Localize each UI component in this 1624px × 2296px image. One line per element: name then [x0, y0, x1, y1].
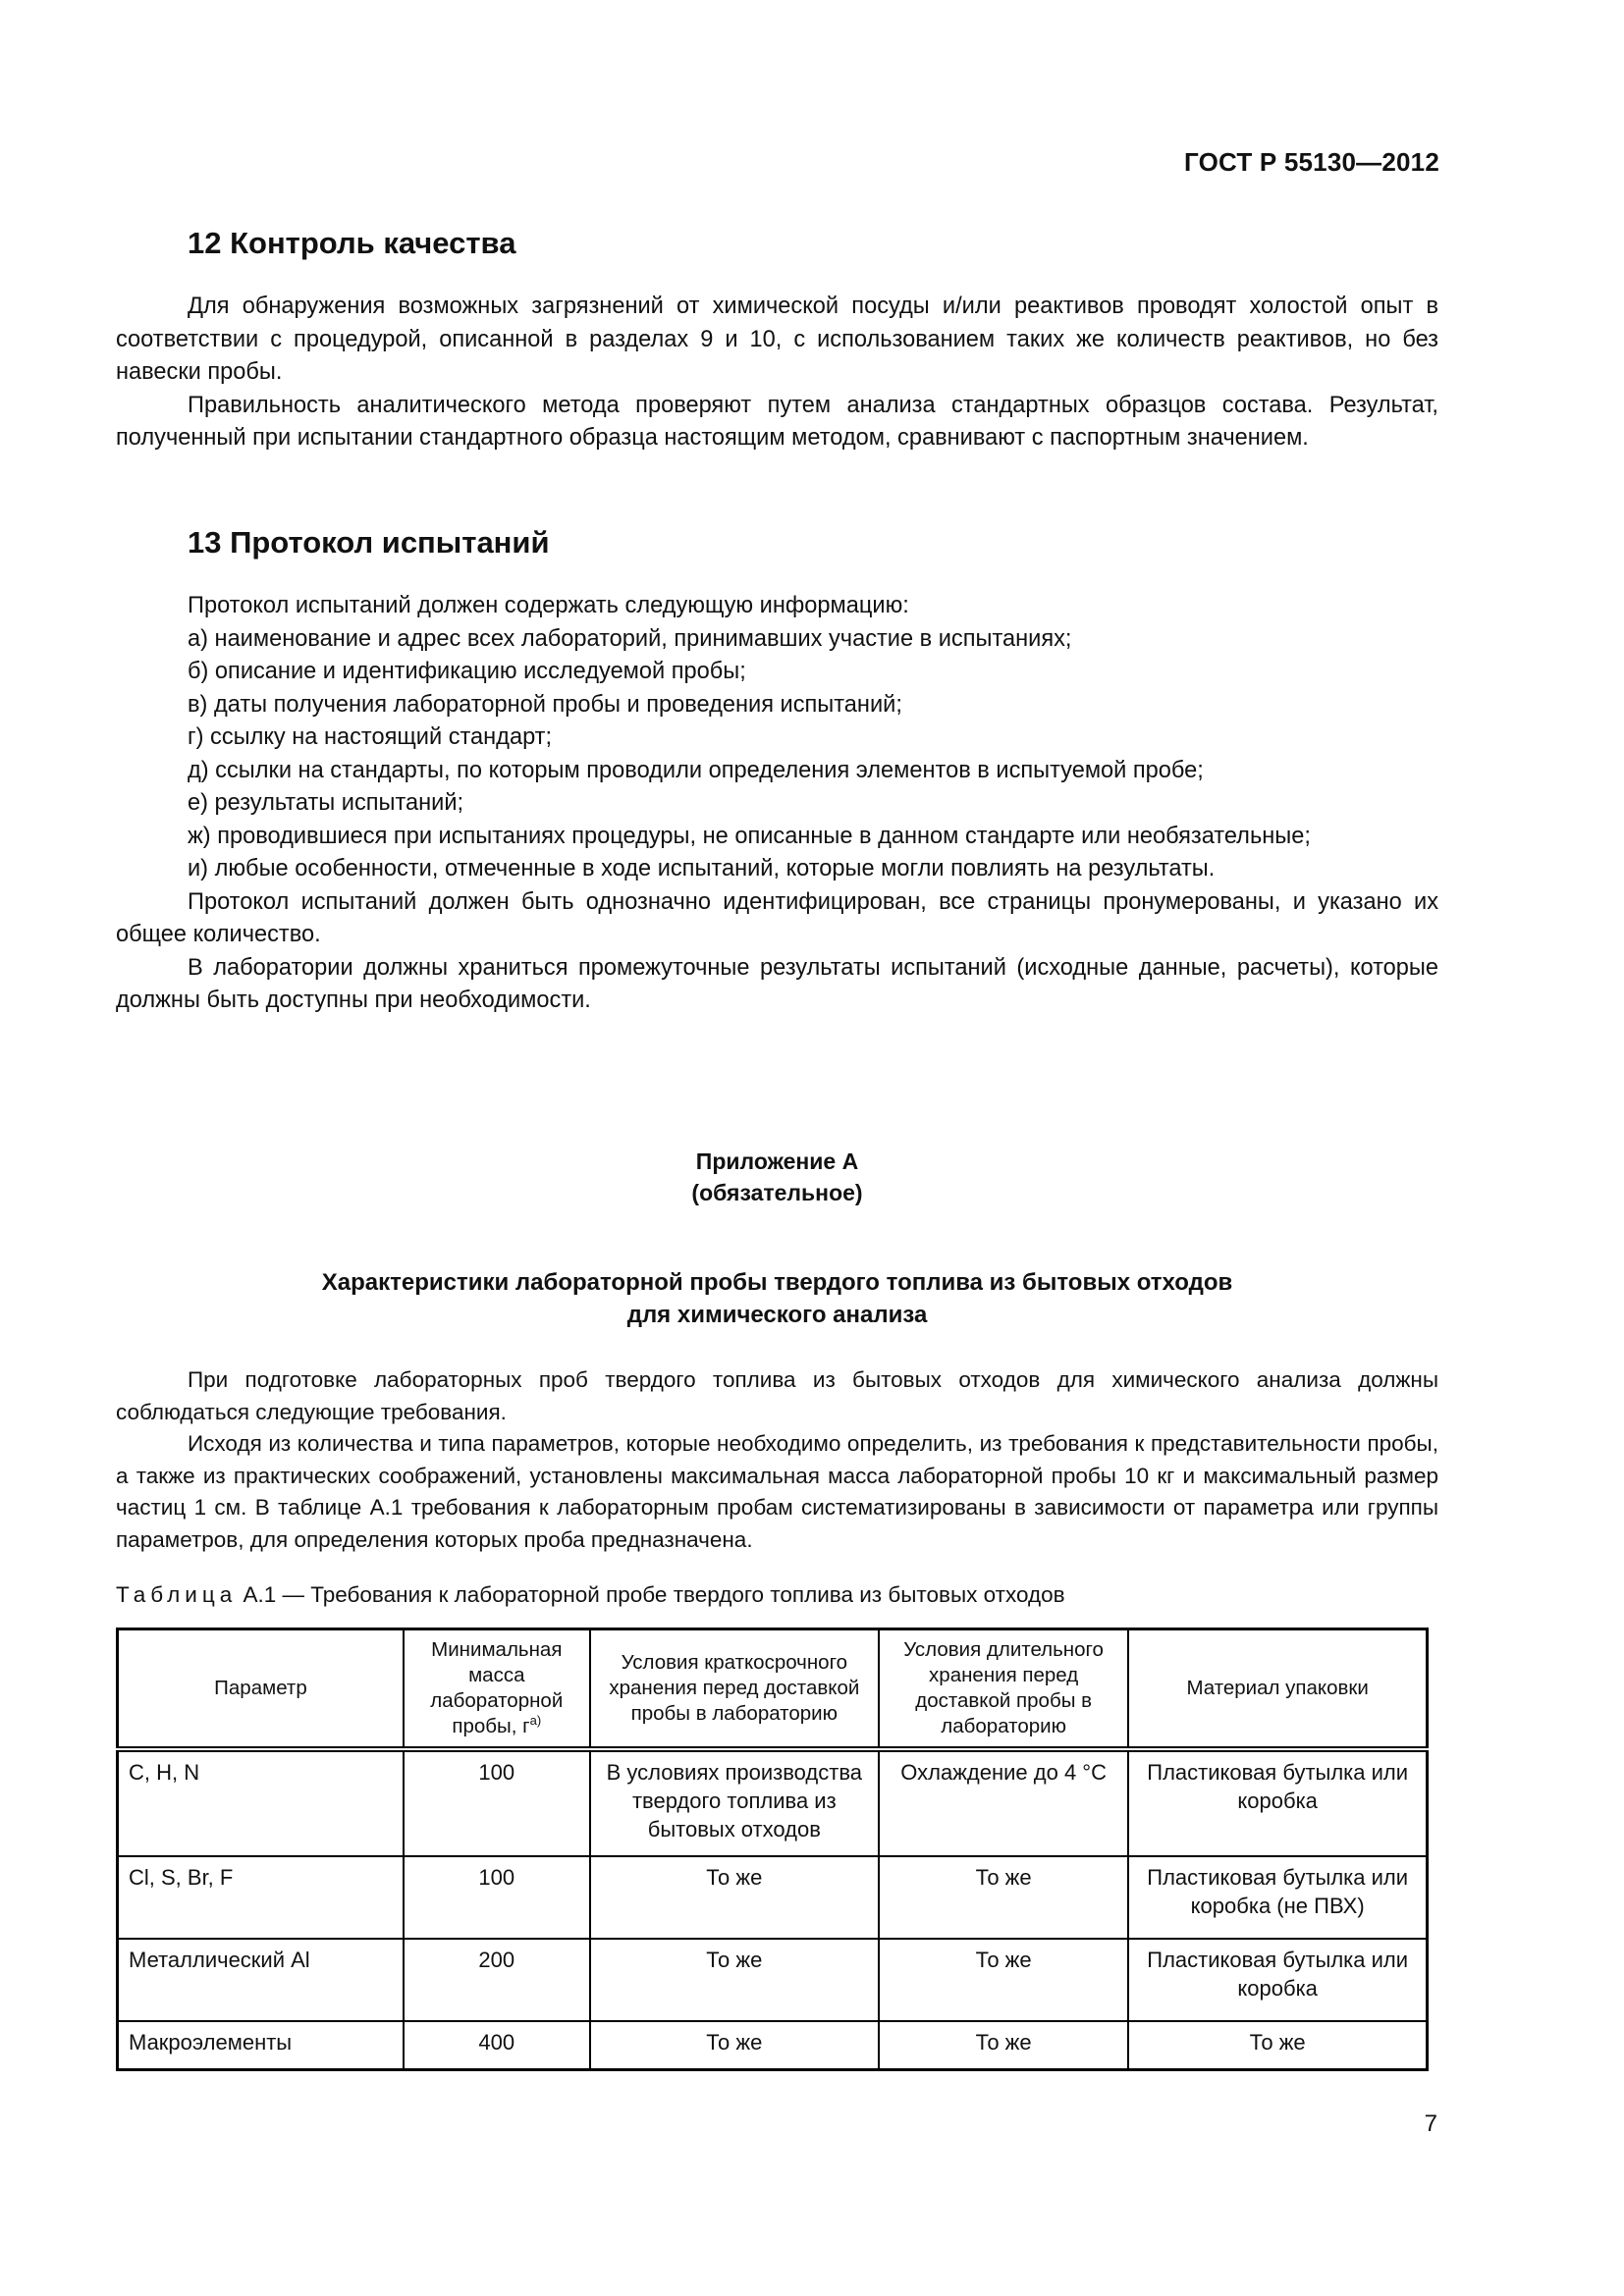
- cell-short-storage: То же: [590, 1856, 879, 1939]
- cell-min-mass: 100: [404, 1856, 590, 1939]
- column-header-short-storage: Условия краткосрочного хранения перед доставкой пробы в лабораторию: [590, 1629, 879, 1750]
- cell-long-storage: То же: [879, 1939, 1128, 2021]
- cell-packaging: Пластиковая бутылка или коробка (не ПВХ): [1128, 1856, 1427, 1939]
- appendix-title-line-1: Характеристики лабораторной пробы твердого топлива из бытовых отходов: [321, 1269, 1233, 1296]
- cell-min-mass: 100: [404, 1749, 590, 1856]
- cell-parameter: Макроэлементы: [118, 2021, 404, 2070]
- table-row: [118, 1749, 1428, 1856]
- paragraph: Протокол испытаний должен быть однозначно идентифицирован, все страницы пронумерованы, и указано их общее количество.: [116, 888, 1438, 947]
- table-row: [118, 1939, 1428, 2021]
- cell-packaging: Пластиковая бутылка или коробка: [1128, 1939, 1427, 2021]
- list-item-v: в) даты получения лабораторной пробы и проведения испытаний;: [188, 691, 902, 718]
- paragraph: Для обнаружения возможных загрязнений от химической посуды и/или реактивов проводят холостой опыт в соответствии с процедурой, описанной в разделах 9 и 10, с использованием таких же количеств реактивов, но без навески пробы.: [116, 294, 1438, 385]
- paragraph: Исходя из количества и типа параметров, которые необходимо определить, из требования к представительности пробы, а также из практических соображений, установлены максимальная масса лабораторной пробы 10 кг и максимальный размер частиц 1 см. В таблице А.1 требования к лабораторным пробам систематизированы в зависимости от параметра или группы параметров, для определения которых проба предназначена.: [116, 1431, 1438, 1552]
- cell-parameter: Металлический Al: [118, 1939, 404, 2021]
- appendix-heading: [116, 1146, 1438, 1208]
- section-12-title: 12 Контроль качества: [188, 226, 516, 260]
- document-code-header: ГОСТ Р 55130—2012: [1184, 147, 1439, 177]
- cell-short-storage: В условиях производства твердого топлива из бытовых отходов: [590, 1749, 879, 1856]
- column-header-min-mass-text: Минимальная масса лабораторной пробы, г: [430, 1638, 564, 1737]
- paragraph: В лаборатории должны храниться промежуточные результаты испытаний (исходные данные, расчеты), которые должны быть доступны при необходимости.: [116, 954, 1438, 1013]
- cell-parameter: C, H, N: [118, 1749, 404, 1856]
- appendix-title-line-2: для химического анализа: [626, 1302, 928, 1328]
- table-row: [118, 1856, 1428, 1939]
- cell-min-mass: 400: [404, 2021, 590, 2070]
- column-header-long-storage: Условия длительного хранения перед доставкой пробы в лабораторию: [879, 1629, 1128, 1750]
- cell-short-storage: То же: [590, 2021, 879, 2070]
- list-item-e: е) результаты испытаний;: [188, 790, 464, 816]
- cell-long-storage: Охлаждение до 4 °C: [879, 1749, 1128, 1856]
- list-item-zh: ж) проводившиеся при испытаниях процедуры, не описанные в данном стандарте или необязательные;: [188, 823, 1311, 849]
- cell-parameter: Cl, S, Br, F: [118, 1856, 404, 1939]
- appendix-status: (обязательное): [691, 1180, 863, 1205]
- requirements-table: [116, 1628, 1429, 2071]
- section-13-title: 13 Протокол испытаний: [188, 525, 550, 560]
- paragraph-intro: Протокол испытаний должен содержать следующую информацию:: [188, 593, 909, 618]
- column-header-min-mass: [404, 1629, 590, 1750]
- page-number: 7: [1424, 2110, 1437, 2137]
- list-item-d: д) ссылки на стандарты, по которым проводили определения элементов в испытуемой пробе;: [188, 757, 1204, 783]
- list-item-a: а) наименование и адрес всех лабораторий, принимавших участие в испытаниях;: [188, 625, 1072, 652]
- cell-packaging: То же: [1128, 2021, 1427, 2070]
- list-item-g: г) ссылку на настоящий стандарт;: [188, 724, 553, 750]
- table-caption: [116, 1579, 1438, 1611]
- paragraph: При подготовке лабораторных проб твердого топлива из бытовых отходов для химического анализа должны соблюдаться следующие требования.: [116, 1367, 1438, 1424]
- cell-min-mass: 200: [404, 1939, 590, 2021]
- section-quality-control: [116, 218, 1438, 455]
- cell-long-storage: То же: [879, 1856, 1128, 1939]
- cell-long-storage: То же: [879, 2021, 1128, 2070]
- appendix-title: [116, 1266, 1438, 1331]
- column-header-packaging: Материал упаковки: [1128, 1629, 1427, 1750]
- table-caption-text: А.1 — Требования к лабораторной пробе твердого топлива из бытовых отходов: [243, 1582, 1065, 1607]
- appendix-label: Приложение А: [695, 1148, 859, 1174]
- list-item-b: б) описание и идентификацию исследуемой пробы;: [188, 659, 746, 684]
- section-test-report: [116, 517, 1438, 1018]
- table-row: [118, 2021, 1428, 2070]
- cell-packaging: Пластиковая бутылка или коробка: [1128, 1749, 1427, 1856]
- list-item-i: и) любые особенности, отмеченные в ходе испытаний, которые могли повлиять на результаты.: [188, 856, 1216, 881]
- footnote-mark: а): [529, 1713, 542, 1729]
- table-caption-label: Таблица: [116, 1582, 238, 1607]
- column-header-parameter: Параметр: [118, 1629, 404, 1750]
- table-header-row: [118, 1629, 1428, 1750]
- appendix-body: [116, 1364, 1438, 1556]
- paragraph: Правильность аналитического метода проверяют путем анализа стандартных образцов состава. Результат, полученный при испытании стандартного образца настоящим методом, сравнивают с паспортным значением.: [116, 392, 1438, 451]
- cell-short-storage: То же: [590, 1939, 879, 2021]
